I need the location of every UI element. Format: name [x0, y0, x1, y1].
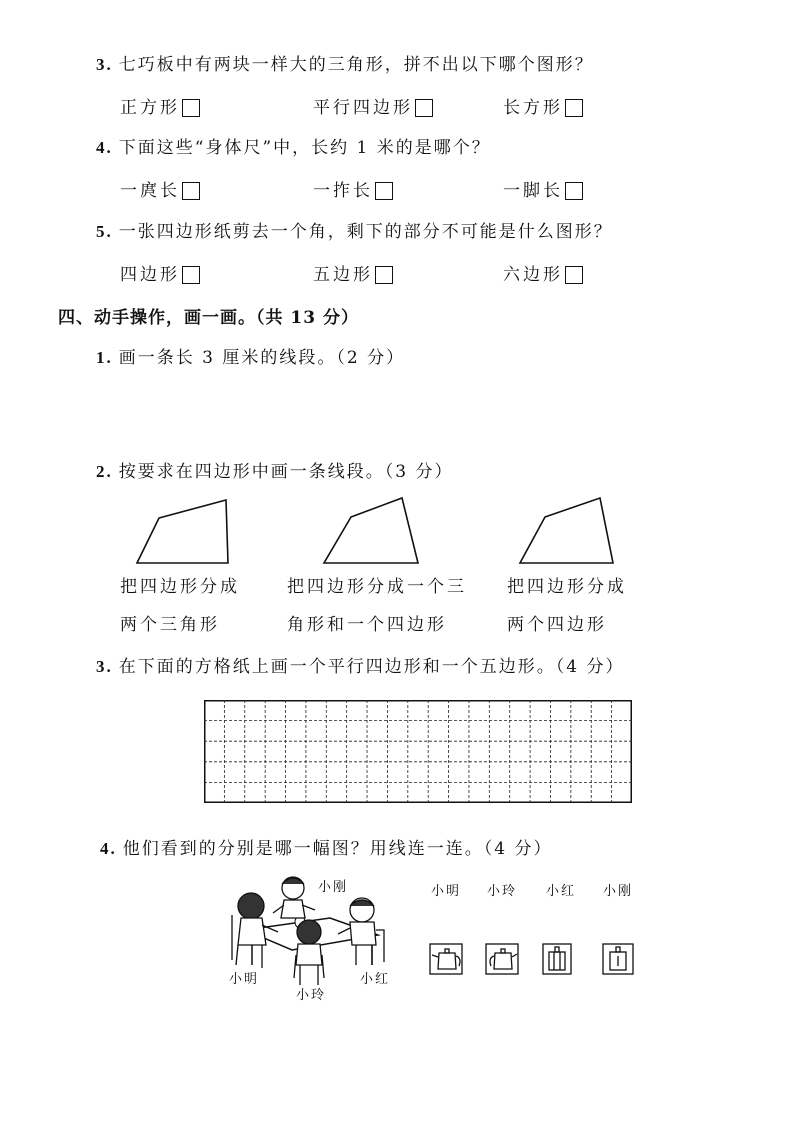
option-a: 四边形	[120, 260, 200, 285]
view-picture-1[interactable]	[430, 944, 462, 974]
view-picture-3[interactable]	[543, 944, 571, 974]
view-picture-4[interactable]	[603, 944, 633, 974]
caption-1-line-2: 两个三角形	[120, 615, 220, 635]
question-number: 3.	[96, 55, 113, 74]
scene-label-bottom: 小玲	[296, 988, 327, 1003]
question-number: 4.	[100, 839, 117, 858]
question-number: 4.	[96, 138, 113, 157]
caption-2-line-2: 角形和一个四边形	[287, 615, 447, 635]
scene-label-left: 小明	[229, 972, 260, 987]
view-label-3: 小红	[546, 884, 577, 899]
option-c: 长方形	[503, 93, 583, 118]
question-number: 5.	[96, 222, 113, 241]
question-text: 下面这些“身体尺”中，长约 1 米的是哪个？	[118, 138, 491, 158]
caption-1-line-1: 把四边形分成	[120, 577, 240, 597]
option-b: 一拃长	[313, 176, 393, 201]
scene-label-right: 小红	[360, 972, 391, 987]
caption-3-line-2: 两个四边形	[507, 615, 607, 635]
view-label-2: 小玲	[487, 884, 518, 899]
scene-label-top: 小刚	[318, 880, 349, 895]
caption-3-line-1: 把四边形分成	[507, 577, 627, 597]
question-number: 1.	[96, 348, 113, 367]
question-text: 按要求在四边形中画一条线段。（3 分）	[118, 462, 454, 482]
question-text: 画一条长 3 厘米的线段。（2 分）	[118, 348, 406, 368]
section-title: 四、动手操作，画一画。（共 13 分）	[58, 308, 359, 328]
question-text: 他们看到的分别是哪一幅图？用线连一连。（4 分）	[122, 839, 553, 859]
question-text: 在下面的方格纸上画一个平行四边形和一个五边形。（4 分）	[118, 657, 625, 677]
view-label-4: 小刚	[603, 884, 634, 899]
view-label-1: 小明	[431, 884, 462, 899]
option-b: 五边形	[313, 260, 393, 285]
caption-2-line-1: 把四边形分成一个三	[287, 577, 467, 597]
option-a: 一庹长	[120, 176, 200, 201]
question-number: 3.	[96, 657, 113, 676]
question-text: 一张四边形纸剪去一个角，剩下的部分不可能是什么图形？	[118, 222, 613, 242]
option-b: 平行四边形	[313, 93, 433, 118]
option-a: 正方形	[120, 93, 200, 118]
view-picture-2[interactable]	[486, 944, 518, 974]
option-c: 一脚长	[503, 176, 583, 201]
question-number: 2.	[96, 462, 113, 481]
question-text: 七巧板中有两块一样大的三角形，拼不出以下哪个图形？	[118, 55, 594, 75]
option-c: 六边形	[503, 260, 583, 285]
